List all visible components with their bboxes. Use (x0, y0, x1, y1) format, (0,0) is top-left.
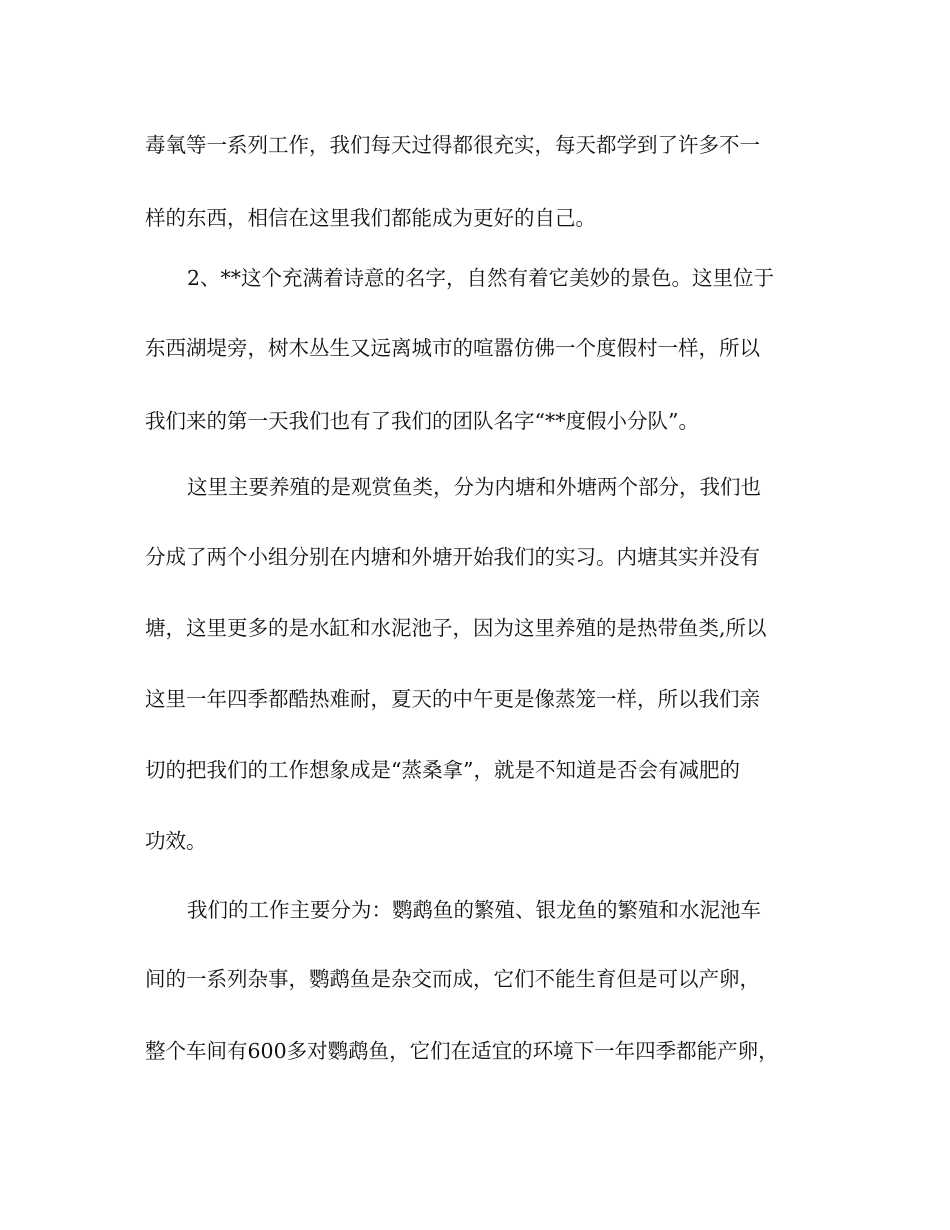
text-line: 功效。 (145, 829, 207, 853)
text-line: 切的把我们的工作想象成是“蒸桑拿”，就是不知道是否会有减肥的 (145, 758, 740, 782)
text-line: 东西湖堤旁，树木丛生又远离城市的喧嚣仿佛一个度假村一样，所以 (145, 336, 760, 360)
text-line: 样的东西，相信在这里我们都能成为更好的自己。 (145, 206, 596, 230)
paragraph-start-line: 我们的工作主要分为：鹦鹉鱼的繁殖、银龙鱼的繁殖和水泥池车 (187, 898, 761, 922)
text-line: 整个车间有600多对鹦鹉鱼，它们在适宜的环境下一年四季都能产卵， (145, 1039, 779, 1063)
text-line: 我们来的第一天我们也有了我们的团队名字“**度假小分队”。 (145, 409, 699, 433)
text-line: 这里一年四季都酷热难耐，夏天的中午更是像蒸笼一样，所以我们亲 (145, 687, 760, 711)
text-line: 塘，这里更多的是水缸和水泥池子，因为这里养殖的是热带鱼类,所以 (145, 616, 767, 640)
text-line: 毒氧等一系列工作，我们每天过得都很充实，每天都学到了许多不一 (145, 133, 760, 157)
text-line: 间的一系列杂事，鹦鹉鱼是杂交而成，它们不能生育但是可以产卵， (145, 967, 760, 991)
paragraph-start-line: 2、**这个充满着诗意的名字，自然有着它美妙的景色。这里位于 (187, 266, 775, 290)
paragraph-start-line: 这里主要养殖的是观赏鱼类，分为内塘和外塘两个部分，我们也 (187, 475, 761, 499)
text-line: 分成了两个小组分别在内塘和外塘开始我们的实习。内塘其实并没有 (145, 545, 760, 569)
